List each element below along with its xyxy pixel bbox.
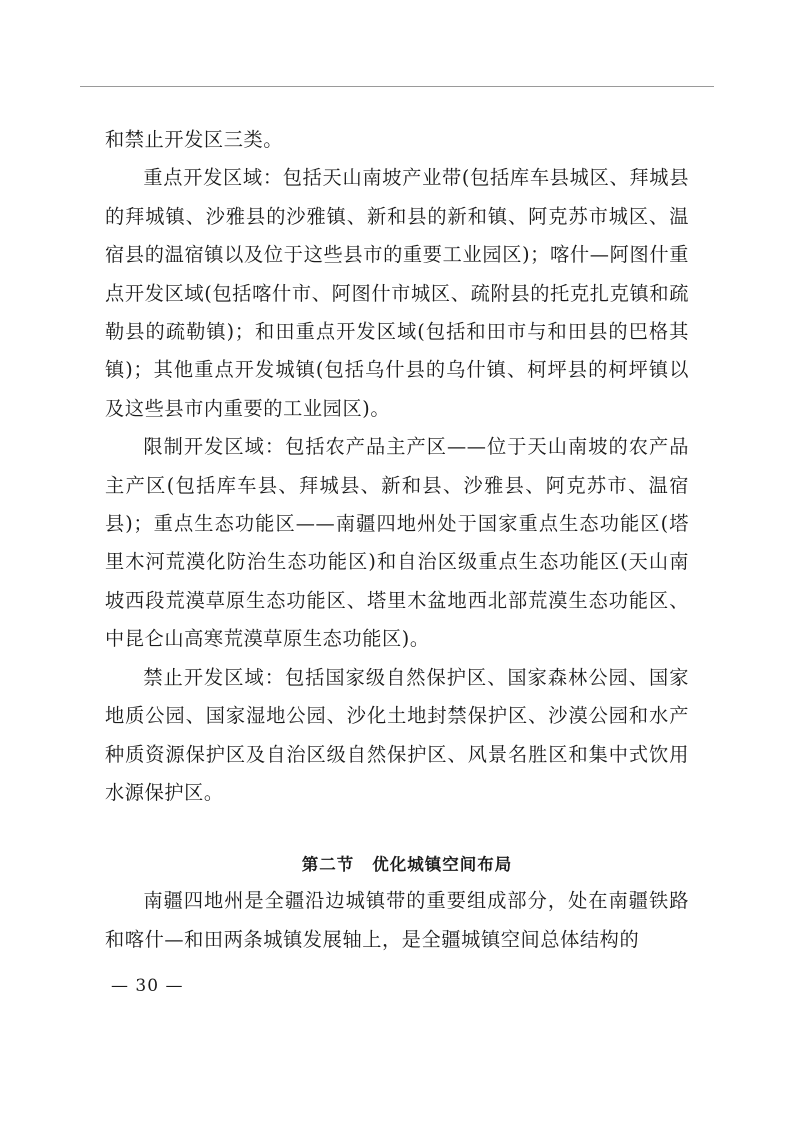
- header-rule: [80, 86, 714, 87]
- section-title: 优化城镇空间布局: [372, 855, 513, 875]
- paragraph-continuation: 和禁止开发区三类。: [105, 128, 284, 151]
- paragraph-restricted-development: 限制开发区域：包括农产品主产区——位于天山南坡的农产品主产区(包括库车县、拜城县、新和县、沙雅县、阿克苏市、温宿县)；重点生态功能区——南疆四地州处于国家重点生态功能区(塔里木河荒漠化防治生态功能区)和自治区级重点生态功能区(天山南坡西段荒漠草原生态功能区、塔里木盆地西北部荒漠生态功能区、中昆仑山高寒荒漠草原生态功能区)。: [105, 435, 689, 651]
- section-number: 第二节: [301, 855, 355, 875]
- page-number: — 30 —: [111, 976, 184, 996]
- paragraph-key-development: 重点开发区域：包括天山南坡产业带(包括库车县城区、拜城县的拜城镇、沙雅县的沙雅镇、新和县的新和镇、阿克苏市城区、温宿县的温宿镇以及位于这些县市的重要工业园区)；喀什—阿图什重点开发区域(包括喀什市、阿图什市城区、疏附县的托克扎克镇和疏勒县的疏勒镇)；和田重点开发区域(包括和田市与和田县的巴格其镇)；其他重点开发城镇(包括乌什县的乌什镇、柯坪县的柯坪镇以及这些县市内重要的工业园区)。: [105, 166, 689, 420]
- page-body: [105, 121, 689, 959]
- paragraph-section-intro: 南疆四地州是全疆沿边城镇带的重要组成部分，处在南疆铁路和喀什—和田两条城镇发展轴上，是全疆城镇空间总体结构的: [105, 889, 689, 951]
- paragraph-prohibited-development: 禁止开发区域：包括国家级自然保护区、国家森林公园、国家地质公园、国家湿地公园、沙化土地封禁保护区、沙漠公园和水产种质资源保护区及自治区级自然保护区、风景名胜区和集中式饮用水源保护区。: [105, 665, 689, 804]
- section-heading: [105, 848, 689, 882]
